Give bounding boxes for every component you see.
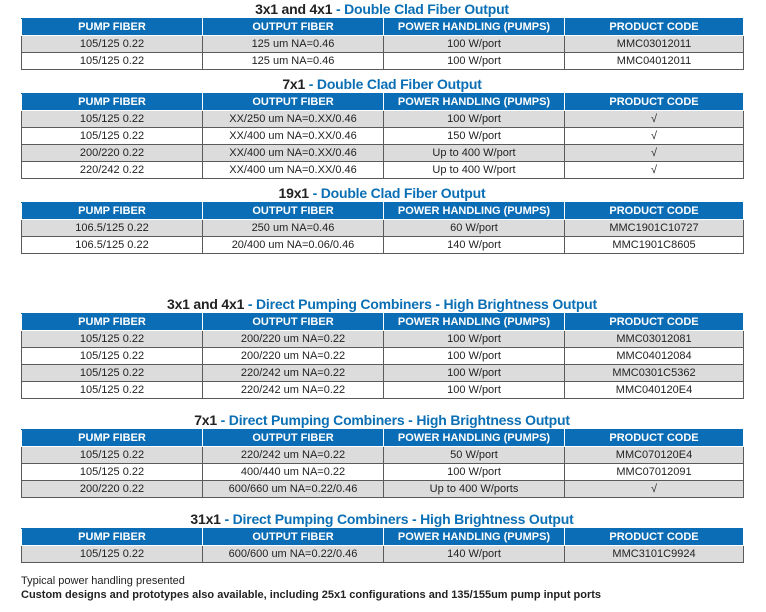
table-row	[22, 365, 744, 382]
output-fiber-cell: 200/220 um NA=0.22	[203, 331, 384, 348]
section-title: 7x1 - Double Clad Fiber Output	[282, 76, 482, 92]
product-code-cell: √	[565, 128, 744, 145]
power-handling-cell: Up to 400 W/ports	[384, 481, 565, 498]
pump-fiber-cell: 105/125 0.22	[22, 464, 203, 481]
output-fiber-cell: XX/250 um NA=0.XX/0.46	[203, 111, 384, 128]
header-pump-fiber: PUMP FIBER	[22, 529, 203, 546]
section-title: 31x1 - Direct Pumping Combiners - High Brightness Output	[190, 511, 574, 527]
power-handling-cell: 100 W/port	[384, 36, 565, 53]
header-product-code: PRODUCT CODE	[565, 94, 744, 111]
table-row	[22, 546, 744, 563]
product-code-cell: MMC070120E4	[565, 447, 744, 464]
footnote-custom-designs: Custom designs and prototypes also available, including 25x1 configurations and 135/155um pump input ports	[21, 589, 602, 601]
output-fiber-cell: 125 um NA=0.46	[203, 36, 384, 53]
spec-table	[21, 528, 744, 563]
header-row	[22, 94, 744, 111]
product-code-cell: √	[565, 111, 744, 128]
product-code-cell: MMC03012011	[565, 36, 744, 53]
table-row	[22, 111, 744, 128]
product-code-cell: √	[565, 145, 744, 162]
header-output-fiber: OUTPUT FIBER	[203, 19, 384, 36]
pump-fiber-cell: 105/125 0.22	[22, 53, 203, 70]
header-pump-fiber: PUMP FIBER	[22, 19, 203, 36]
output-fiber-cell: 20/400 um NA=0.06/0.46	[203, 237, 384, 254]
output-fiber-cell: 220/242 um NA=0.22	[203, 382, 384, 399]
header-pump-fiber: PUMP FIBER	[22, 94, 203, 111]
header-output-fiber: OUTPUT FIBER	[203, 203, 384, 220]
footnote-typical-power: Typical power handling presented	[21, 575, 185, 587]
output-fiber-cell: 250 um NA=0.46	[203, 220, 384, 237]
header-output-fiber: OUTPUT FIBER	[203, 94, 384, 111]
header-output-fiber: OUTPUT FIBER	[203, 529, 384, 546]
power-handling-cell: 150 W/port	[384, 128, 565, 145]
spec-table	[21, 429, 744, 498]
power-handling-cell: 100 W/port	[384, 365, 565, 382]
header-power-handling: POWER HANDLING (PUMPS)	[384, 203, 565, 220]
header-pump-fiber: PUMP FIBER	[22, 314, 203, 331]
header-power-handling: POWER HANDLING (PUMPS)	[384, 19, 565, 36]
header-output-fiber: OUTPUT FIBER	[203, 314, 384, 331]
header-product-code: PRODUCT CODE	[565, 314, 744, 331]
output-fiber-cell: 125 um NA=0.46	[203, 53, 384, 70]
product-code-cell: MMC07012091	[565, 464, 744, 481]
header-power-handling: POWER HANDLING (PUMPS)	[384, 430, 565, 447]
section-19x1-double-clad	[21, 184, 743, 254]
spec-table	[21, 313, 744, 399]
table-row	[22, 162, 744, 179]
header-row	[22, 203, 744, 220]
section-3x1-4x1-double-clad	[21, 0, 743, 70]
header-row	[22, 430, 744, 447]
power-handling-cell: 100 W/port	[384, 331, 565, 348]
power-handling-cell: 50 W/port	[384, 447, 565, 464]
power-handling-cell: Up to 400 W/port	[384, 162, 565, 179]
section-title: 7x1 - Direct Pumping Combiners - High Brightness Output	[194, 412, 570, 428]
product-code-cell: MMC3101C9924	[565, 546, 744, 563]
table-row	[22, 237, 744, 254]
product-code-cell: √	[565, 162, 744, 179]
section-7x1-direct-pumping	[21, 411, 743, 498]
power-handling-cell: 140 W/port	[384, 237, 565, 254]
pump-fiber-cell: 200/220 0.22	[22, 145, 203, 162]
header-product-code: PRODUCT CODE	[565, 203, 744, 220]
pump-fiber-cell: 105/125 0.22	[22, 331, 203, 348]
output-fiber-cell: 220/242 um NA=0.22	[203, 365, 384, 382]
output-fiber-cell: 400/440 um NA=0.22	[203, 464, 384, 481]
table-row	[22, 36, 744, 53]
section-7x1-double-clad	[21, 75, 743, 179]
header-row	[22, 19, 744, 36]
section-title: 3x1 and 4x1 - Double Clad Fiber Output	[255, 1, 509, 17]
section-title: 3x1 and 4x1 - Direct Pumping Combiners - High Brightness Output	[166, 296, 597, 312]
header-product-code: PRODUCT CODE	[565, 19, 744, 36]
product-code-cell: MMC040120E4	[565, 382, 744, 399]
section-title: 19x1 - Double Clad Fiber Output	[278, 185, 486, 201]
header-pump-fiber: PUMP FIBER	[22, 203, 203, 220]
pump-fiber-cell: 105/125 0.22	[22, 348, 203, 365]
power-handling-cell: 100 W/port	[384, 53, 565, 70]
header-row	[22, 314, 744, 331]
output-fiber-cell: XX/400 um NA=0.XX/0.46	[203, 128, 384, 145]
power-handling-cell: Up to 400 W/port	[384, 145, 565, 162]
pump-fiber-cell: 105/125 0.22	[22, 382, 203, 399]
pump-fiber-cell: 105/125 0.22	[22, 111, 203, 128]
section-31x1-direct-pumping	[21, 510, 743, 563]
power-handling-cell: 100 W/port	[384, 464, 565, 481]
product-code-cell: MMC03012081	[565, 331, 744, 348]
header-power-handling: POWER HANDLING (PUMPS)	[384, 529, 565, 546]
table-row	[22, 348, 744, 365]
product-code-cell: MMC1901C8605	[565, 237, 744, 254]
product-code-cell: √	[565, 481, 744, 498]
output-fiber-cell: 600/600 um NA=0.22/0.46	[203, 546, 384, 563]
table-row	[22, 481, 744, 498]
product-code-cell: MMC0301C5362	[565, 365, 744, 382]
footnotes	[21, 574, 601, 602]
pump-fiber-cell: 105/125 0.22	[22, 447, 203, 464]
table-row	[22, 128, 744, 145]
header-product-code: PRODUCT CODE	[565, 430, 744, 447]
pump-fiber-cell: 105/125 0.22	[22, 128, 203, 145]
product-code-cell: MMC1901C10727	[565, 220, 744, 237]
table-row	[22, 447, 744, 464]
pump-fiber-cell: 106.5/125 0.22	[22, 220, 203, 237]
spec-table	[21, 93, 744, 179]
spec-table	[21, 18, 744, 70]
pump-fiber-cell: 105/125 0.22	[22, 546, 203, 563]
output-fiber-cell: XX/400 um NA=0.XX/0.46	[203, 145, 384, 162]
table-row	[22, 331, 744, 348]
power-handling-cell: 100 W/port	[384, 382, 565, 399]
pump-fiber-cell: 105/125 0.22	[22, 365, 203, 382]
output-fiber-cell: 220/242 um NA=0.22	[203, 447, 384, 464]
product-code-cell: MMC04012011	[565, 53, 744, 70]
output-fiber-cell: 200/220 um NA=0.22	[203, 348, 384, 365]
pump-fiber-cell: 106.5/125 0.22	[22, 237, 203, 254]
pump-fiber-cell: 220/242 0.22	[22, 162, 203, 179]
header-product-code: PRODUCT CODE	[565, 529, 744, 546]
pump-fiber-cell: 200/220 0.22	[22, 481, 203, 498]
table-row	[22, 145, 744, 162]
power-handling-cell: 100 W/port	[384, 348, 565, 365]
pump-fiber-cell: 105/125 0.22	[22, 36, 203, 53]
power-handling-cell: 60 W/port	[384, 220, 565, 237]
table-row	[22, 464, 744, 481]
output-fiber-cell: XX/400 um NA=0.XX/0.46	[203, 162, 384, 179]
header-pump-fiber: PUMP FIBER	[22, 430, 203, 447]
table-row	[22, 220, 744, 237]
header-output-fiber: OUTPUT FIBER	[203, 430, 384, 447]
spec-table	[21, 202, 744, 254]
product-code-cell: MMC04012084	[565, 348, 744, 365]
header-power-handling: POWER HANDLING (PUMPS)	[384, 314, 565, 331]
table-row	[22, 382, 744, 399]
power-handling-cell: 100 W/port	[384, 111, 565, 128]
section-3x1-4x1-direct-pumping	[21, 295, 743, 399]
power-handling-cell: 140 W/port	[384, 546, 565, 563]
table-row	[22, 53, 744, 70]
header-row	[22, 529, 744, 546]
header-power-handling: POWER HANDLING (PUMPS)	[384, 94, 565, 111]
output-fiber-cell: 600/660 um NA=0.22/0.46	[203, 481, 384, 498]
